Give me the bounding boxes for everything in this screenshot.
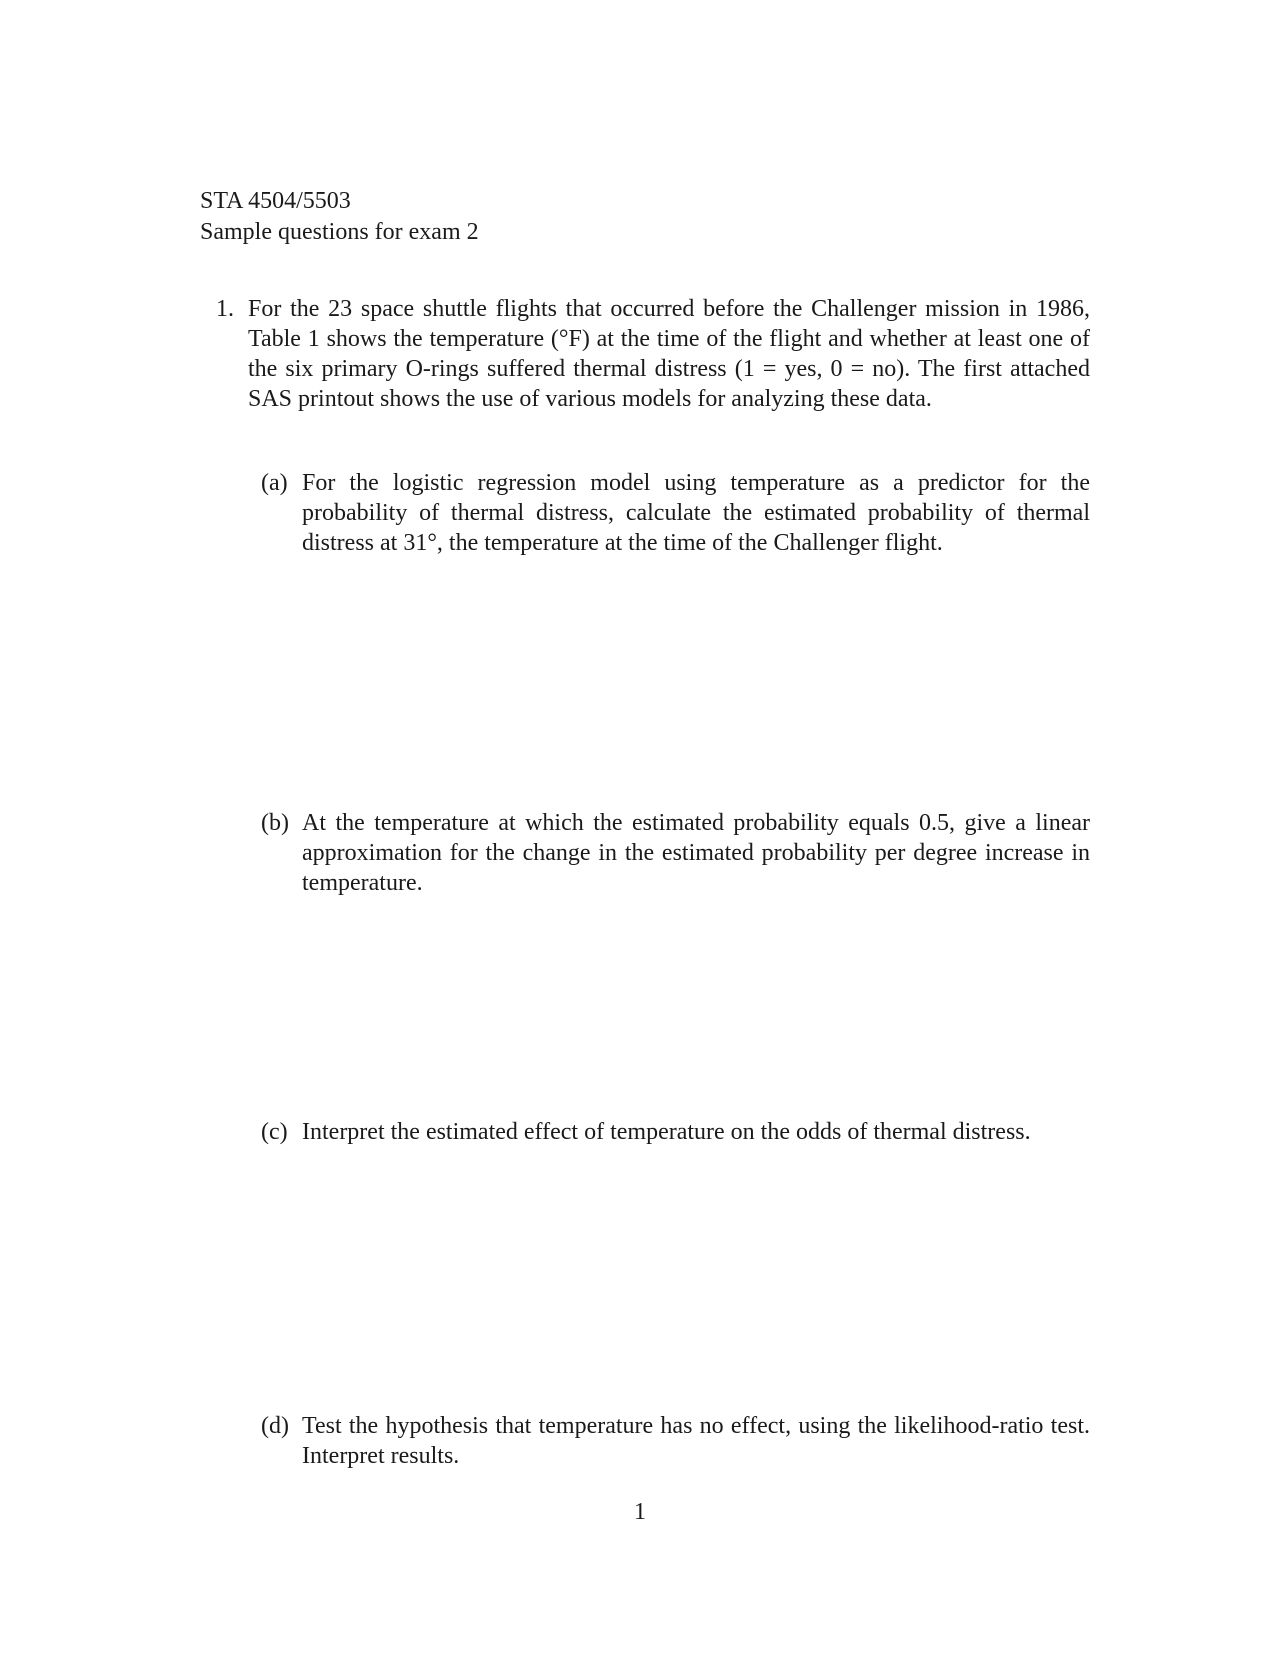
document-subtitle: Sample questions for exam 2	[200, 219, 479, 245]
part-text: Test the hypothesis that temperature has no effect, using the likelihood-ratio test. Interpret results.	[302, 1413, 1090, 1469]
part-label: (c)	[261, 1119, 288, 1145]
part-label: (b)	[261, 810, 289, 836]
part-text: At the temperature at which the estimated probability equals 0.5, give a linear approximation for the change in the estimated probability per degree increase in temperature.	[302, 810, 1090, 896]
question-text: For the 23 space shuttle flights that occurred before the Challenger mission in 1986, Table 1 shows the temperature (°F) at the time of the flight and whether at least one of the six primary O-rings suffered thermal distress (1 = yes, 0 = no). The first attached SAS printout shows the use of various models for analyzing these data.	[248, 296, 1090, 412]
question-number: 1.	[216, 296, 234, 322]
page-number: 1	[634, 1499, 646, 1525]
part-label: (d)	[261, 1413, 289, 1439]
question-part-d	[261, 1411, 1090, 1471]
part-text: For the logistic regression model using temperature as a predictor for the probability of thermal distress, calculate the estimated probability of thermal distress at 31°, the temperature at the time of the Challenger flight.	[302, 470, 1090, 556]
question-1	[200, 294, 1090, 414]
question-part-c	[261, 1117, 1090, 1147]
course-code: STA 4504/5503	[200, 188, 351, 214]
part-label: (a)	[261, 470, 288, 496]
question-part-b	[261, 808, 1090, 898]
document-header	[200, 186, 479, 248]
question-part-a	[261, 468, 1090, 558]
part-text: Interpret the estimated effect of temperature on the odds of thermal distress.	[302, 1119, 1031, 1145]
